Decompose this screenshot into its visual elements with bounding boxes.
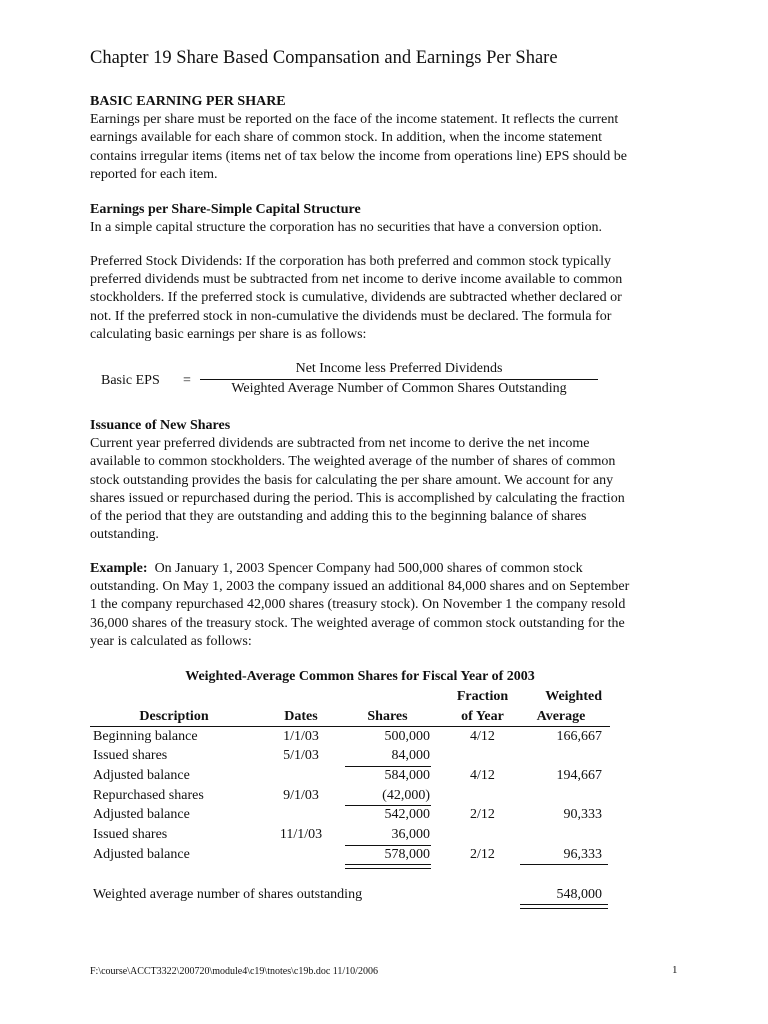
simple-capital-line: In a simple capital structure the corporation has no securities that have a conversion option. — [90, 220, 603, 236]
basic-eps-heading: BASIC EARNING PER SHARE — [90, 94, 286, 109]
formula-denominator: Weighted Average Number of Common Shares Outstanding — [231, 381, 567, 396]
example-first-line — [90, 560, 690, 578]
row-shares: 36,000 — [391, 827, 430, 842]
preferred-line: calculating basic earnings per share is as follows: — [90, 326, 367, 342]
simple-capital-section — [90, 201, 690, 237]
row-weighted: 96,333 — [563, 847, 602, 862]
issuance-line: shares issued or repurchased during the period. This is accomplished by calculating the fraction — [90, 490, 625, 506]
formula-equals: = — [183, 373, 191, 388]
issuance-line: available to common stockholders. The weighted average of the number of shares of common — [90, 454, 616, 470]
row-description: Beginning balance — [93, 729, 198, 744]
row-description: Issued shares — [93, 827, 168, 842]
header-dates: Dates — [284, 709, 318, 724]
issuance-line: outstanding. — [90, 527, 159, 543]
example-line: outstanding. On May 1, 2003 the company issued an additional 84,000 shares and on September — [90, 579, 630, 595]
row-shares: 542,000 — [384, 807, 430, 822]
row-description: Repurchased shares — [93, 788, 204, 803]
basic-eps-line: contains irregular items (items net of tax below the income from operations line) EPS should be — [90, 148, 627, 164]
basic-eps-line: earnings available for each share of common stock. In addition, when the income statement — [90, 130, 602, 146]
row-shares: 500,000 — [384, 729, 430, 744]
preferred-line: not. If the preferred stock in non-cumulative the dividends must be declared. The formula for — [90, 308, 612, 324]
header-description: Description — [139, 709, 209, 724]
weighted-rule — [520, 864, 608, 865]
row-fraction: 2/12 — [470, 807, 495, 822]
subtotal-rule — [345, 805, 431, 806]
example-text: On January 1, 2003 Spencer Company had 500,000 shares of common stock — [147, 561, 583, 576]
subtotal-rule — [345, 766, 431, 767]
table-title: Weighted-Average Common Shares for Fiscal Year of 2003 — [185, 669, 535, 684]
example-label: Example: — [90, 561, 148, 576]
simple-capital-heading: Earnings per Share-Simple Capital Structure — [90, 202, 361, 217]
formula-numerator: Net Income less Preferred Dividends — [295, 361, 503, 376]
row-description: Adjusted balance — [93, 807, 190, 822]
basic-eps-line: Earnings per share must be reported on the face of the income statement. It reflects the current — [90, 112, 619, 128]
row-shares: 578,000 — [384, 847, 430, 862]
row-date: 5/1/03 — [283, 748, 319, 763]
total-double-underline — [520, 904, 608, 909]
row-shares: 84,000 — [391, 748, 430, 763]
row-shares: 584,000 — [384, 768, 430, 783]
preferred-line: stockholders. If the preferred stock is cumulative, dividends are subtracted whether declared or — [90, 290, 622, 306]
preferred-line: preferred dividends must be subtracted from net income to derive income available to common — [90, 272, 623, 288]
row-weighted: 90,333 — [563, 807, 602, 822]
example-line: year is calculated as follows: — [90, 633, 252, 649]
row-description: Adjusted balance — [93, 768, 190, 783]
double-underline — [345, 864, 431, 869]
header-rule — [90, 726, 610, 727]
issuance-line: of the period that they are outstanding and adding this to the beginning balance of shares — [90, 509, 587, 525]
row-description: Issued shares — [93, 748, 168, 763]
row-description: Adjusted balance — [93, 847, 190, 862]
header-of-year: of Year — [461, 709, 504, 724]
subtotal-rule — [345, 845, 431, 846]
page-number: 1 — [672, 964, 678, 976]
row-shares: (42,000) — [382, 788, 430, 803]
fraction-bar — [200, 379, 598, 380]
total-label: Weighted average number of shares outstanding — [93, 887, 363, 902]
header-average: Average — [536, 709, 586, 724]
row-date: 9/1/03 — [283, 788, 319, 803]
footer-file-path: F:\course\ACCT3322\200720\module4\c19\tnotes\c19b.doc 11/10/2006 — [90, 966, 378, 977]
issuance-line: Current year preferred dividends are subtracted from net income to derive the net income — [90, 436, 590, 452]
total-value: 548,000 — [556, 887, 602, 902]
page-title: Chapter 19 Share Based Compansation and Earnings Per Share — [90, 48, 558, 68]
row-date: 1/1/03 — [283, 729, 319, 744]
issuance-line: stock outstanding provides the basis for calculating the per share amount. We account for any — [90, 472, 614, 488]
header-shares: Shares — [367, 709, 408, 724]
basic-eps-section — [90, 93, 690, 184]
example-line: 1 the company repurchased 42,000 shares (treasury stock). On November 1 the company resold — [90, 597, 626, 613]
example-line: 36,000 shares of the treasury stock. The weighted average of common stock outstanding for the — [90, 615, 625, 631]
preferred-dividends-section — [90, 253, 690, 344]
issuance-section — [90, 417, 690, 544]
row-fraction: 4/12 — [470, 768, 495, 783]
row-fraction: 2/12 — [470, 847, 495, 862]
preferred-line: Preferred Stock Dividends: If the corporation has both preferred and common stock typically — [90, 254, 611, 269]
example-section — [90, 560, 690, 651]
formula-label: Basic EPS — [101, 373, 160, 388]
header-fraction: Fraction — [456, 689, 509, 704]
row-weighted: 194,667 — [556, 768, 602, 783]
header-weighted: Weighted — [545, 689, 602, 704]
row-date: 11/1/03 — [279, 827, 323, 842]
row-fraction: 4/12 — [470, 729, 495, 744]
row-weighted: 166,667 — [556, 729, 602, 744]
basic-eps-line: reported for each item. — [90, 166, 218, 182]
issuance-heading: Issuance of New Shares — [90, 418, 231, 433]
